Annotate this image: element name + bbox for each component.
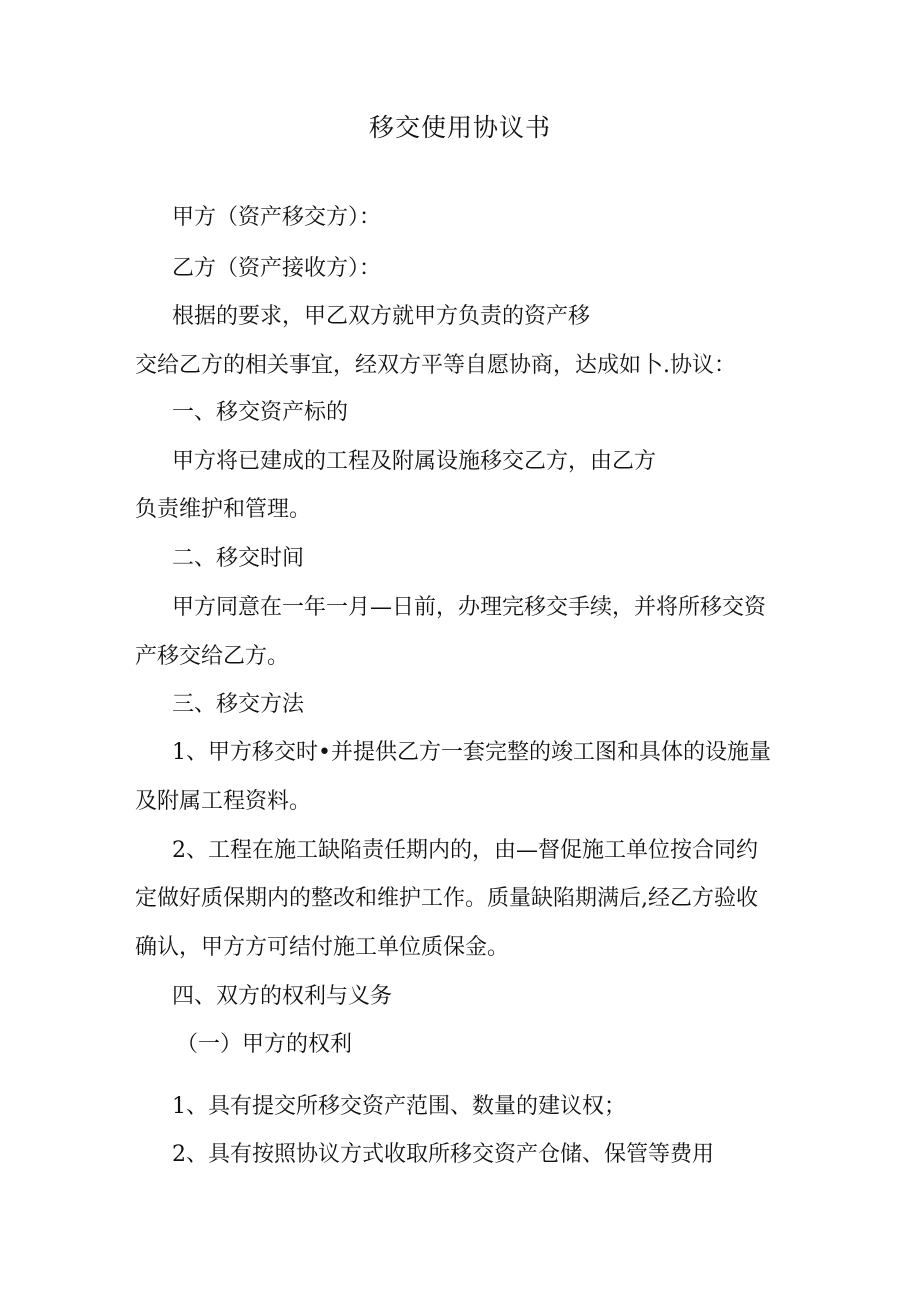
section-1-heading: 一、移交资产标的 — [172, 400, 349, 425]
section-4-item-2: 2、具有按照协议方式收取所移交资产仓储、保管等费用 — [172, 1142, 714, 1167]
section-3-item-1-line-1: 1、甲方移交时•并提供乙方一套完整的竣工图和具体的设施量 — [172, 740, 771, 765]
preamble-line-1: 根据的要求，甲乙双方就甲方负责的资产移 — [172, 304, 591, 329]
section-2-body-1: 甲方同意在一年一月—日前，办理完移交手续，并将所移交资 — [172, 595, 767, 620]
section-4-sub-heading: （一）甲方的权利 — [176, 1032, 353, 1057]
party-b-line: 乙方（资产接收方）： — [172, 256, 382, 281]
section-3-item-1-line-2: 及附属工程资料。 — [135, 789, 312, 814]
section-3-item-2-line-1: 2、工程在施工缺陷责任期内的，由—督促施工单位按合同约 — [172, 838, 758, 863]
section-3-item-2-line-3: 确认，甲方方可结付施工单位质保金。 — [135, 935, 510, 960]
section-3-item-2-line-2: 定做好质保期内的整改和维护工作。质量缺陷期满后,经乙方验收 — [135, 886, 758, 911]
document-title: 移交使用协议书 — [368, 113, 551, 142]
party-a-line: 甲方（资产移交方）： — [172, 205, 382, 230]
preamble-line-2: 交给乙方的相关事宜，经双方平等自愿协商，达成如卜.协议： — [135, 353, 736, 378]
section-4-heading: 四、双方的权利与义务 — [172, 984, 393, 1009]
section-2-heading: 二、移交时间 — [172, 546, 305, 571]
section-1-body-1: 甲方将已建成的工程及附属设施移交乙方，由乙方 — [172, 449, 657, 474]
section-4-item-1: 1、具有提交所移交资产范围、数量的建议权； — [172, 1094, 626, 1119]
section-1-body-2: 负责维护和管理。 — [135, 497, 312, 522]
section-3-heading: 三、移交方法 — [172, 692, 305, 717]
section-2-body-2: 产移交给乙方。 — [135, 644, 290, 669]
